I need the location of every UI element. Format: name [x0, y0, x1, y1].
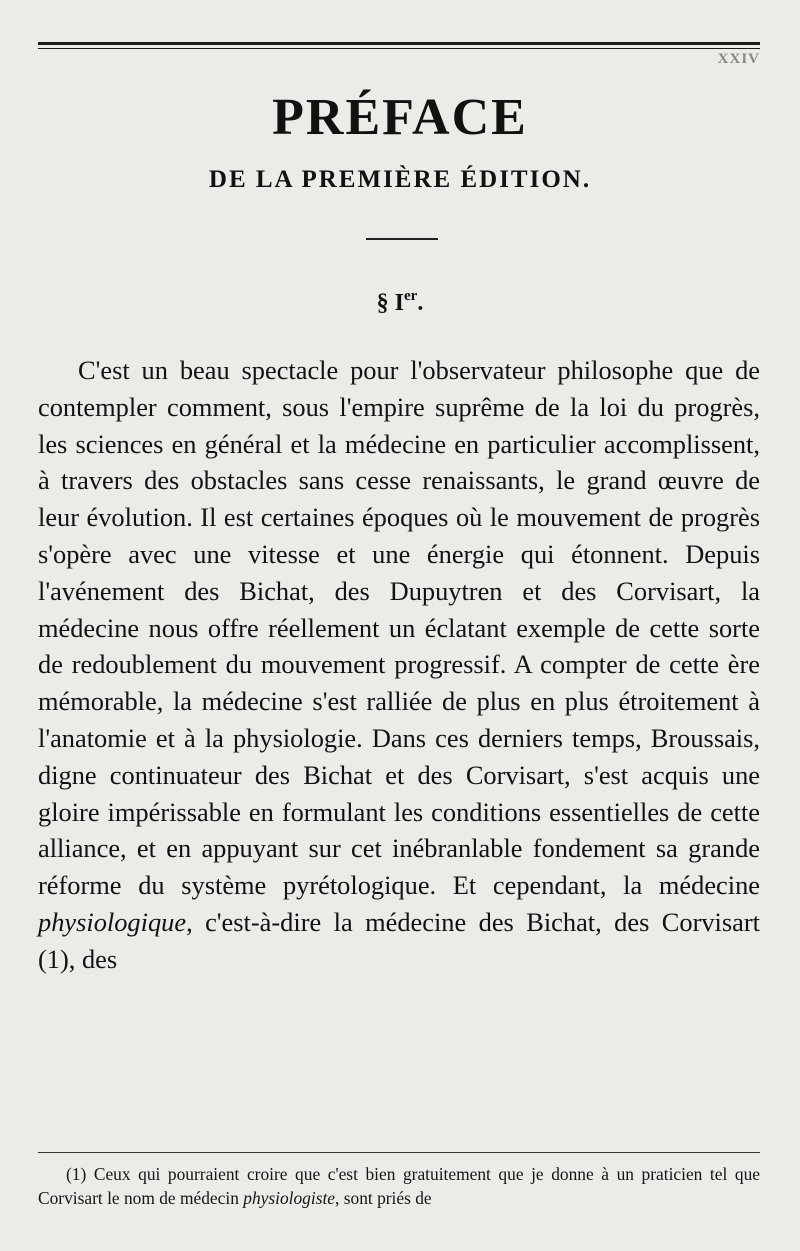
section-period: . — [417, 290, 424, 316]
footnote-1 — [38, 1162, 760, 1210]
body-text — [38, 352, 760, 978]
footnote-1-italic: physiologiste — [243, 1188, 336, 1208]
page-number: XXIV — [717, 51, 760, 67]
paragraph-1-end: , c'est-à-dire la médecine des Bichat, des Corvisart (1), des — [38, 906, 760, 974]
section-superscript: er — [404, 288, 418, 304]
header-rule-thick — [38, 42, 760, 45]
footnote-1-end: , sont priés de — [335, 1188, 432, 1208]
footnote — [38, 1162, 760, 1210]
paragraph-1-italic: physiologique — [38, 906, 187, 937]
section-sign: § I — [376, 290, 404, 316]
paragraph-1 — [38, 352, 760, 978]
footnote-1-text: (1) Ceux qui pourraient croire que c'est bien gratuitement que je donne à un praticien tel que Corvisart le nom de médecin — [38, 1164, 760, 1208]
title-divider — [366, 238, 438, 240]
footnote-rule — [38, 1152, 760, 1153]
header-rule-thin — [38, 48, 760, 49]
section-heading — [0, 288, 800, 317]
page-subtitle: DE LA PREMIÈRE ÉDITION. — [208, 166, 592, 193]
paragraph-1-text: C'est un beau spectacle pour l'observateur philosophe que de contempler comment, sous l'empire suprême de la loi du progrès, les sciences en général et la médecine en particulier accomplissent, à travers des obstacles sans cesse renaissants, le grand œuvre de leur évolution. Il est certaines époques où le mouvement de progrès s'opère avec une vitesse et une énergie qui étonnent. Depuis l'avénement des Bichat, des Dupuytren et des Corvisart, la médecine nous offre réellement un éclatant exemple de cette sorte de redoublement du mouvement progressif. A compter de cette ère mémorable, la médecine s'est ralliée de plus en plus étroitement à l'anatomie et à la physiologie. Dans ces derniers temps, Broussais, digne continuateur des Bichat et des Corvisart, s'est acquis une gloire impérissable en formulant les conditions essentielles de cette alliance, et en appuyant sur cet inébranlable fondement sa grande réforme du système pyrétologique. Et cependant, la médecine — [38, 355, 760, 901]
page-title: PRÉFACE — [272, 89, 528, 146]
